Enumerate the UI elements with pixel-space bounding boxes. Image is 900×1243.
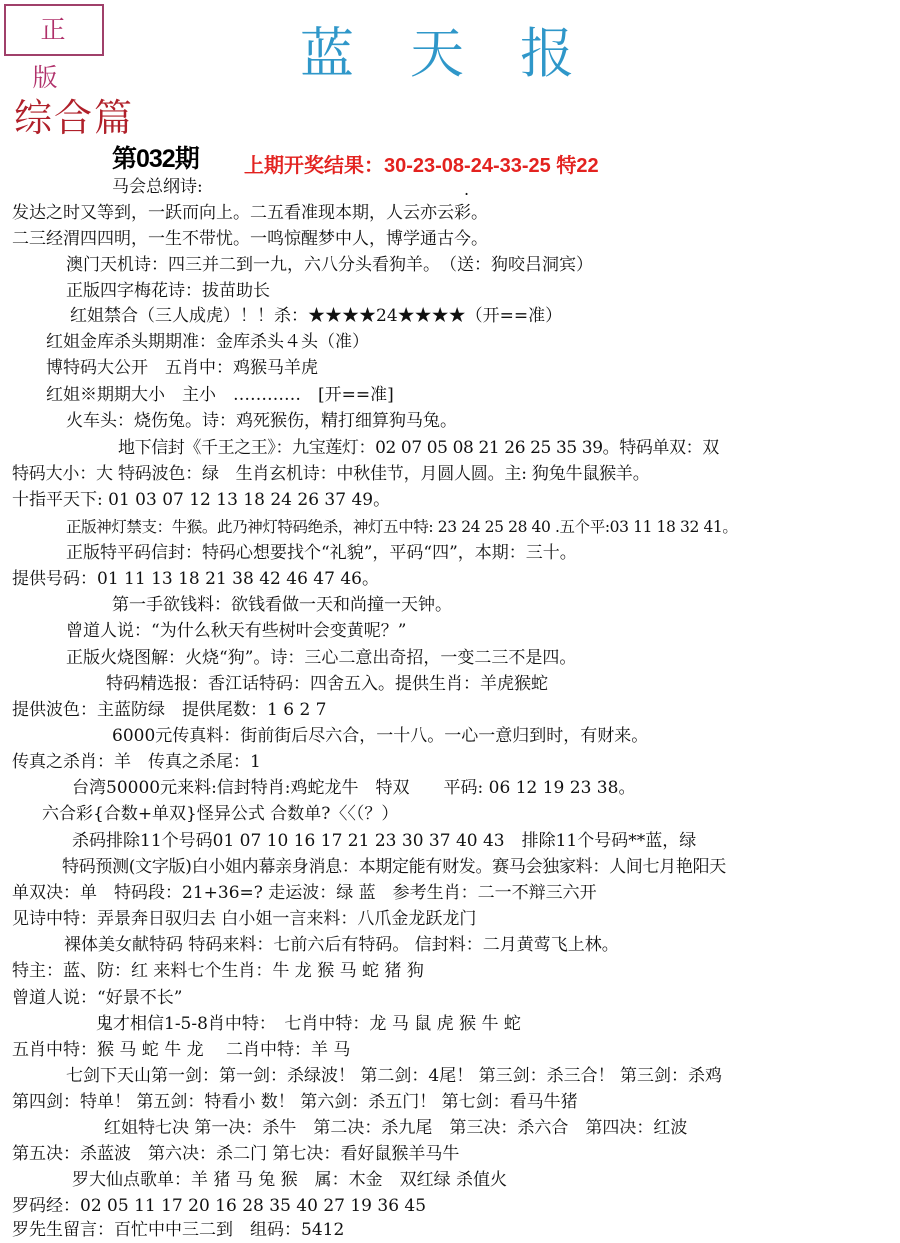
text-line: 二三经渭四四明，一生不带忧。一鸣惊醒梦中人，博学通古今。 <box>12 229 488 249</box>
text-line: 十指平天下: 01 03 07 12 13 18 24 26 37 49。 <box>12 490 391 510</box>
text-line: 第四剑：特单！ 第五剑：特看小 数！ 第六剑：杀五门！ 第七剑：看马牛猪 <box>12 1092 578 1112</box>
text-line: 正版四字梅花诗：拔苗助长 <box>66 281 270 301</box>
text-line: 五肖中特：猴 马 蛇 牛 龙 二肖中特：羊 马 <box>12 1040 351 1060</box>
text-line: 六合彩{合数+单双}怪异公式 合数单?〈〈（？） <box>42 804 399 824</box>
text-line: 特码预测(文字版)白小姐内幕亲身消息：本期定能有财发。赛马会独家料：人间七月艳阳天 <box>62 857 726 877</box>
text-line: 七剑下天山第一剑：第一剑：杀绿波！ 第二剑：4尾！ 第三剑：杀三合！ 第三剑：杀鸡 <box>66 1066 723 1086</box>
text-line: 特主：蓝、防：红 来料七个生肖：牛 龙 猴 马 蛇 猪 狗 <box>12 961 424 981</box>
edition-badge: 正版 <box>4 4 104 56</box>
stray-dot: . <box>464 180 470 199</box>
text-line: 单双决：单 特码段：21+36=? 走运波：绿 蓝 参考生肖：二一不辩三六开 <box>12 883 597 903</box>
text-line: 传真之杀肖：羊 传真之杀尾：1 <box>12 752 261 772</box>
text-line: 台湾50000元来料:信封特肖:鸡蛇龙牛 特双 平码: 06 12 19 23 38。 <box>72 778 636 798</box>
text-line: 第五决：杀蓝波 第六决：杀二门 第七决：看好鼠猴羊马牛 <box>12 1144 460 1164</box>
text-line: 发达之时又等到，一跃而向上。二五看准现本期，人云亦云彩。 <box>12 203 488 223</box>
text-line: 正版特平码信封：特码心想要找个“礼貌”，平码“四”，本期：三十。 <box>66 543 577 563</box>
newspaper-title: 蓝天报 <box>300 22 630 85</box>
text-line: 博特码大公开 五肖中：鸡猴马羊虎 <box>46 358 318 378</box>
last-draw-result: 上期开奖结果：30-23-08-24-33-25 特22 <box>244 155 599 177</box>
text-line: 提供号码：01 11 13 18 21 38 42 46 47 46。 <box>12 569 379 589</box>
text-line: 第一手欲钱料：欲钱看做一天和尚撞一天钟。 <box>112 595 452 615</box>
issue-number: 第032期 <box>112 145 199 173</box>
text-line: 曾道人说：“为什么秋天有些树叶会变黄呢？” <box>66 621 407 641</box>
text-line: 正版火烧图解：火烧“狗”。诗：三心二意出奇招，一变二三不是四。 <box>66 648 577 668</box>
text-line: 罗码经：02 05 11 17 20 16 28 35 40 27 19 36 45 <box>12 1196 427 1216</box>
text-line: 红姐金库杀头期期准：金库杀头４头（准） <box>46 332 369 352</box>
text-line: 澳门天机诗：四三并二到一九，六八分头看狗羊。 （送：狗咬吕洞宾） <box>66 255 593 275</box>
text-line: 红姐特七决 第一决：杀牛 第二决：杀九尾 第三决：杀六合 第四决：红波 <box>104 1118 688 1138</box>
text-line: 提供波色：主蓝防绿 提供尾数：1 6 2 7 <box>12 700 327 720</box>
text-line: 地下信封《千王之王》：九宝莲灯：02 07 05 08 21 26 25 35 39。特码单双：双 <box>118 438 719 458</box>
text-line: 曾道人说：“好景不长” <box>12 988 183 1008</box>
text-line: 裸体美女献特码 特码来料：七前六后有特码。 信封料：二月黄莺飞上林。 <box>64 935 619 955</box>
text-line: 罗先生留言：百忙中中三二到 组码：5412 <box>12 1220 345 1240</box>
text-line: 鬼才相信1-5-8肖中特： 七肖中特：龙 马 鼠 虎 猴 牛 蛇 <box>96 1014 521 1034</box>
text-line: 杀码排除11个号码01 07 10 16 17 21 23 30 37 40 43 排除11个号码**蓝，绿 <box>72 831 697 851</box>
text-line: 罗大仙点歌单：羊 猪 马 兔 猴 属：木金 双红绿 杀值火 <box>72 1170 508 1190</box>
section-heading: 综合篇 <box>14 96 135 140</box>
text-line: 火车头：烧伤兔。诗：鸡死猴伤，精打细算狗马兔。 <box>66 411 457 431</box>
text-line: 红姐禁合（三人成虎）！！杀：★★★★24★★★★（开==准） <box>70 306 563 326</box>
text-line: 6000元传真料：街前街后尽六合，一十八。一心一意归到时，有财来。 <box>112 726 649 746</box>
text-line: 特码精选报：香江话特码：四舍五入。提供生肖：羊虎猴蛇 <box>106 674 548 694</box>
text-line: 马会总纲诗: <box>112 177 203 197</box>
text-line: 红姐※期期大小 主小 ………… [开==准] <box>46 385 394 405</box>
text-line: 见诗中特：弄景奔日驭归去 白小姐一言来料：八爪金龙跃龙门 <box>12 909 477 929</box>
text-line: 正版神灯禁支：牛猴。此乃神灯特码绝杀，神灯五中特: 23 24 25 28 40 .五个平:03 11 18 32 41。 <box>66 518 738 536</box>
text-line: 特码大小：大 特码波色：绿 生肖玄机诗：中秋佳节，月圆人圆。主: 狗兔牛鼠猴羊。 <box>12 464 650 484</box>
